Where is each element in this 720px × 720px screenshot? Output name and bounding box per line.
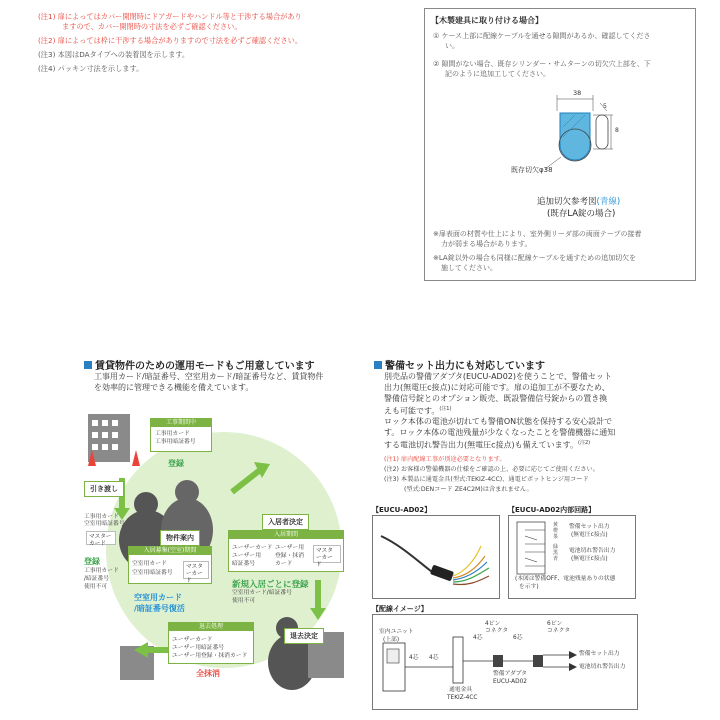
- move-in-decided-tag: 入居者決定: [262, 514, 309, 530]
- alarm-p2-l1: ロック本体の電池が切れても警備ON状態を保持する安心設計で: [384, 417, 613, 426]
- alarm-note-1: (注1) 扉内配線工事が別途必要となります。: [384, 456, 506, 463]
- alarm-p2-l3: する電池切れ警告出力(無電圧c接点)も備えています。$^{(注2)}$: [384, 440, 591, 450]
- move-in-period-label: 入居期間: [229, 531, 343, 539]
- note-3: (注3) 本図はDAタイプへの装着図を示します。: [38, 50, 190, 59]
- handover-tag: 引き渡し: [84, 481, 124, 497]
- core-4a: 4芯: [409, 655, 419, 661]
- move-out-box: [168, 622, 254, 664]
- vacancy-pin: 空室用暗証番号: [132, 570, 173, 576]
- move-out-user-pin: ユーザー用暗証番号: [172, 645, 225, 651]
- user-reg-3: カード: [275, 561, 293, 567]
- vacancy-box: [128, 546, 212, 584]
- vacancy-disabled-1: 空室用カード/暗証番号: [232, 590, 292, 596]
- disabled-2: /暗証番号: [84, 576, 110, 582]
- move-in-box: [228, 530, 344, 572]
- disabled-3: 使用不可: [84, 584, 108, 590]
- circuit-box: [508, 515, 636, 599]
- wood-item1-l2: い。: [445, 42, 459, 50]
- circuit-out1b: (無電圧c接点): [571, 532, 608, 538]
- vacancy-period-label: 入居募集(空室)期間: [129, 547, 211, 555]
- move-out-decided-tag: 退去決定: [284, 628, 324, 644]
- core-6: 6芯: [513, 635, 523, 641]
- master-card-3: マスターカード: [313, 545, 341, 563]
- rental-desc-2: を効率的に管理できる機能を備えています。: [94, 383, 254, 392]
- circuit-out1: 警備セット出力: [569, 524, 610, 530]
- adapter-box-title: 【EUCU-AD02】: [372, 506, 432, 514]
- existing-cutout-label: 既存切欠φ38: [511, 166, 553, 174]
- wood-note1-l1: ※扉表面の材質や仕上により、室外側リーダ部の両面テープの接着: [433, 230, 642, 238]
- wood-item2-l2: 記のように追加工してください。: [445, 70, 550, 78]
- wire-colors: 黄 橙 茶 緑 黒 青: [553, 522, 559, 562]
- alarm-p1-l1: 別売品の警備アダプタ(EUCU-AD02)を使うことで、警備セット: [384, 372, 612, 381]
- wood-note2-l1: ※LA錠以外の場合も同様に配線ケーブルを通すための追加切欠を: [433, 254, 637, 262]
- construction-period-label: 工事期間中: [151, 419, 211, 427]
- adapter-cable-image: [373, 516, 499, 598]
- construction-pin: 工事用暗証番号: [155, 439, 196, 445]
- disabled-1: 工事用カード: [84, 568, 119, 574]
- master-card-1: マスターカード: [86, 531, 116, 545]
- move-out-user-card: ユーザーカード: [172, 637, 213, 643]
- circuit-note-2: を示す): [519, 584, 539, 590]
- battery-output: 電池切れ警告出力: [579, 664, 626, 670]
- rental-desc-1: 工事用カード/暗証番号、空室用カード/暗証番号など、賃貸物件: [94, 372, 324, 381]
- wood-item2-l1: ② 隙間がない場合、既存シリンダー・サムターンの切欠穴上部を、下: [433, 60, 651, 68]
- register-1: 登録: [168, 459, 184, 468]
- circuit-note-1: (本図は警備OFF、電池残量ありの状態: [515, 576, 616, 582]
- alarm-p1-l3: 警備信号錠とのオプション販売、既設警備信号錠からの置き換: [384, 394, 608, 403]
- circuit-diagram: [511, 518, 551, 578]
- pin6-2: コネクタ: [547, 628, 571, 634]
- master-card-2: マスターカード: [183, 561, 209, 579]
- pin4-1: 4ピン: [485, 621, 501, 627]
- property-guide-tag: 物件案内: [160, 530, 200, 546]
- dim-8: 8: [615, 127, 619, 134]
- new-register: 新規入居ごとに登録: [232, 580, 309, 590]
- register-2: 登録: [84, 557, 100, 566]
- wood-note2-l2: 施してください。: [441, 264, 497, 272]
- vacancy-restore-2: /暗証番号復活: [134, 604, 185, 613]
- vacancy-restore-1: 空室用カード: [134, 593, 182, 602]
- user-reg-2: 登録・抹消: [275, 553, 304, 559]
- cutout-caption: 追加切欠参考図(青線): [537, 197, 621, 207]
- dim-38: 38: [573, 89, 582, 97]
- user-pin: ユーザー用: [232, 553, 261, 559]
- wiring-title: 【配線イメージ】: [372, 605, 428, 613]
- alarm-title: 警備セット出力にも対応しています: [374, 357, 545, 372]
- contact-2: TEKIZ-4CC: [447, 695, 478, 701]
- circuit-box-title: 【EUCU-AD02内部回路】: [508, 506, 596, 514]
- vacancy-disabled-2: 使用不可: [232, 598, 256, 604]
- dim-5: 5: [603, 103, 607, 110]
- core-4c: 4芯: [473, 635, 483, 641]
- cutout-caption-2: (既存LA錠の場合): [547, 209, 616, 219]
- indoor-unit-1: 室内ユニット: [379, 629, 414, 635]
- handover-card-2: 空室用暗証番号: [84, 521, 125, 527]
- rental-title: 賃貸物件のための運用モードもご用意しています: [84, 357, 315, 372]
- circuit-out2b: (無電圧c接点): [571, 556, 608, 562]
- adapter-2: EUCU-AD02: [493, 679, 527, 685]
- core-4b: 4芯: [429, 655, 439, 661]
- user-reg: ユーザー用: [275, 545, 304, 551]
- alarm-output: 警備セット出力: [579, 651, 620, 657]
- construction-period-box: [150, 418, 212, 452]
- alarm-note-4: (型式:DENコード ZE4C2M)は含まれません。: [404, 486, 533, 493]
- alarm-note-3: (注3) 本製品に通電金具(型式:TEKIZ-4CC)、通電ピボットヒンジ用コード: [384, 476, 589, 483]
- user-card: ユーザーカード: [232, 545, 273, 551]
- wooden-fixture-box: [424, 8, 696, 281]
- circuit-out2: 電池切れ警告出力: [569, 548, 616, 554]
- move-out-process-label: 退去処理: [169, 623, 253, 631]
- note-1: (注1) 扉によってはカバー開閉時にドアガードやハンドル等と干渉する場合があり: [38, 12, 302, 21]
- wood-title: 【木製建具に取り付ける場合】: [431, 16, 543, 25]
- note-4: (注4) パッキン寸法を示します。: [38, 64, 144, 73]
- alarm-note-2: (注2) お客様の警備機器の仕様をご確認の上、必要に応じてご使用ください。: [384, 466, 599, 473]
- move-out-reg: ユーザー用登録・抹消カード: [172, 653, 248, 659]
- wiring-box: [372, 614, 638, 710]
- construction-card: 工事用カード: [155, 431, 190, 437]
- wood-item1-l1: ① ケース上部に配線ケーブルを通せる隙間があるか、確認してくださ: [433, 32, 651, 40]
- adapter-photo-box: [372, 515, 500, 599]
- note-2: (注2) 扉によっては枠に干渉する場合がありますので寸法を必ずご確認ください。: [38, 36, 303, 45]
- adapter-1: 警備アダプタ: [493, 671, 527, 677]
- alarm-p1-l4: えも可能です。$^{(注1)}$: [384, 406, 452, 416]
- pin6-1: 6ピン: [547, 621, 563, 627]
- indoor-unit-2: (上部): [383, 637, 400, 643]
- handover-card-1: 工事用カード: [84, 514, 119, 520]
- contact-1: 通電金具: [449, 687, 473, 693]
- wood-note1-l2: 力が弱まる場合があります。: [441, 240, 532, 248]
- erase-all: 全抹消: [196, 669, 220, 678]
- alarm-p2-l2: す。ロック本体の電池残量が少なくなったことを警備機器に通知: [384, 428, 616, 437]
- vacancy-card: 空室用カード: [132, 561, 167, 567]
- alarm-p1-l2: 出力(無電圧c接点)に対応可能です。扉の追加工が不要なため、: [384, 383, 610, 392]
- pin4-2: コネクタ: [485, 628, 509, 634]
- note-1-cont: ますので、カバー開閉時の寸法を必ずご確認ください。: [62, 22, 242, 31]
- user-pin-2: 暗証番号: [232, 561, 256, 567]
